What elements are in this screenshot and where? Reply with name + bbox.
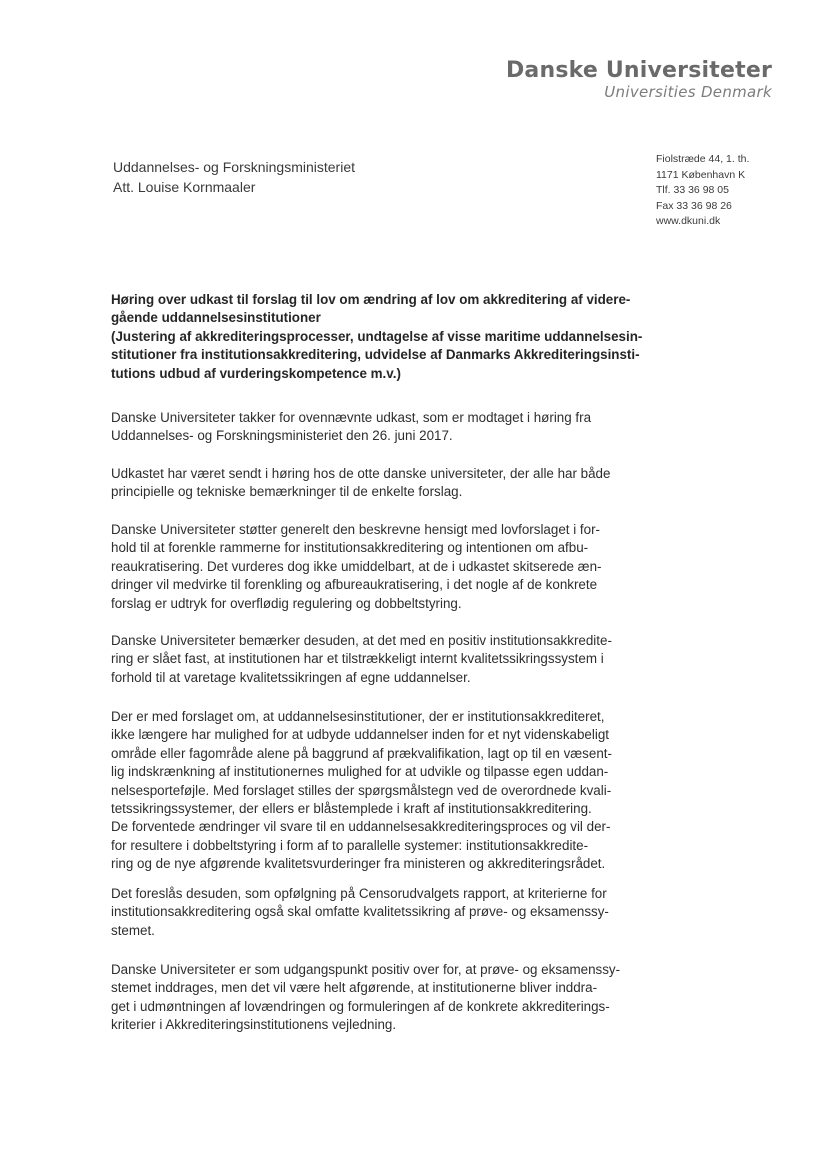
subject-line: Høring over udkast til forslag til lov om ændring af lov om akkreditering af videre- xyxy=(111,292,631,307)
paragraph-line: Udkastet har været sendt i høring hos de otte danske universiteter, der alle har både xyxy=(111,466,611,481)
paragraph-line: De forventede ændringer vil svare til en uddannelsesakkrediteringsproces og vil der- xyxy=(111,819,611,835)
recipient-line-ministry: Uddannelses- og Forskningsministeriet xyxy=(113,159,355,175)
body-paragraph xyxy=(111,521,646,613)
paragraph-line: forhold til at varetage kvalitetssikringen af egne uddannelser. xyxy=(111,669,471,685)
paragraph-line: kriterier i Akkrediteringsinstitutionens vejledning. xyxy=(111,1017,397,1033)
paragraph-line: dringer vil medvirke til forenkling og afbureaukratisering, i det nogle af de konkrete xyxy=(111,577,598,593)
subject-line: gående uddannelsesinstitutioner xyxy=(111,310,321,326)
paragraph-line: ikke længere har mulighed for at udbyde uddannelser inden for et nyt videnskabeligt xyxy=(111,727,609,743)
paragraph-line: get i udmøntningen af lovændringen og formuleringen af de konkrete akkrediterings- xyxy=(111,998,610,1014)
body-paragraph xyxy=(111,961,646,1035)
subject-line: tutions udbud af vurderingskompetence m.v.) xyxy=(111,365,401,381)
paragraph-line: principielle og tekniske bemærkninger til de enkelte forslag. xyxy=(111,484,463,500)
paragraph-line: reaukratisering. Det vurderes dog ikke umiddelbart, at de i udkastet skitserede æn- xyxy=(111,558,602,574)
body-paragraph xyxy=(111,885,646,940)
body-paragraph xyxy=(111,465,646,502)
paragraph-line: område eller fagområde alene på baggrund af prækvalifikation, lagt op til en væsent- xyxy=(111,745,612,761)
org-name-english: Universities Denmark xyxy=(604,83,772,101)
paragraph-line: stemet. xyxy=(111,922,155,938)
sender-address xyxy=(656,152,749,230)
recipient-line-attention: Att. Louise Kornmaaler xyxy=(113,179,256,195)
paragraph-line: Danske Universiteter støtter generelt den beskrevne hensigt med lovforslaget i for- xyxy=(111,522,600,537)
paragraph-line: Danske Universiteter er som udgangspunkt positiv over for, at prøve- og eksamenssy- xyxy=(111,962,621,977)
paragraph-line: Danske Universiteter bemærker desuden, at det med en positiv institutionsakkredite- xyxy=(111,633,612,648)
body-paragraph xyxy=(111,708,646,874)
paragraph-line: Danske Universiteter takker for ovennævnte udkast, som er modtaget i høring fra xyxy=(111,410,592,425)
paragraph-line: forslag er udtryk for overflødig regulering og dobbeltstyring. xyxy=(111,595,462,611)
subject-line: stitutioner fra institutionsakkreditering, udvidelse af Danmarks Akkrediteringsinsti- xyxy=(111,347,640,363)
paragraph-line: ring og de nye afgørende kvalitetsvurderinger fra ministeren og akkrediteringsrådet. xyxy=(111,856,606,872)
sender-phone: Tlf. 33 36 98 05 xyxy=(656,184,729,196)
paragraph-line: tetssikringssystemer, der ellers er blåstemplede i kraft af institutionsakkreditering. xyxy=(111,801,592,817)
paragraph-line: stemet inddrages, men det vil være helt afgørende, at institutionerne bliver inddra- xyxy=(111,980,598,996)
paragraph-line: lig indskrænkning af institutionernes mulighed for at udvikle og tilpasse egen uddan- xyxy=(111,764,609,780)
sender-website: www.dkuni.dk xyxy=(656,215,721,227)
paragraph-line: Det foreslås desuden, som opfølgning på Censorudvalgets rapport, at kriterierne for xyxy=(111,886,607,901)
sender-city: 1171 København K xyxy=(656,168,746,181)
paragraph-line: nelsesporteføjle. Med forslaget stilles der spørgsmålstegn ved de overordnede kvali- xyxy=(111,782,612,798)
paragraph-line: institutionsakkreditering også skal omfatte kvalitetssikring af prøve- og eksamenssy- xyxy=(111,904,609,920)
subject-line: (Justering af akkrediteringsprocesser, undtagelse af visse maritime uddannelsesin- xyxy=(111,328,643,344)
paragraph-line: for resultere i dobbeltstyring i form af to parallelle systemer: institutionsakkredite- xyxy=(111,837,589,853)
recipient-address xyxy=(113,157,355,197)
letterhead-logo xyxy=(506,58,772,101)
paragraph-line: Der er med forslaget om, at uddannelsesinstitutioner, der er institutionsakkrediteret, xyxy=(111,709,605,724)
letter-subject xyxy=(111,291,646,383)
sender-fax: Fax 33 36 98 26 xyxy=(656,199,732,212)
org-name: Danske Universiteter xyxy=(505,58,772,83)
paragraph-line: ring er slået fast, at institutionen har et tilstrækkeligt internt kvalitetssikringssystem i xyxy=(111,651,604,667)
sender-street: Fiolstræde 44, 1. th. xyxy=(656,153,750,165)
paragraph-line: hold til at forenkle rammerne for institutionsakkreditering og intentionen om afbu- xyxy=(111,540,589,556)
paragraph-line: Uddannelses- og Forskningsministeriet den 26. juni 2017. xyxy=(111,428,453,444)
body-paragraph xyxy=(111,632,646,687)
body-paragraph xyxy=(111,409,646,446)
